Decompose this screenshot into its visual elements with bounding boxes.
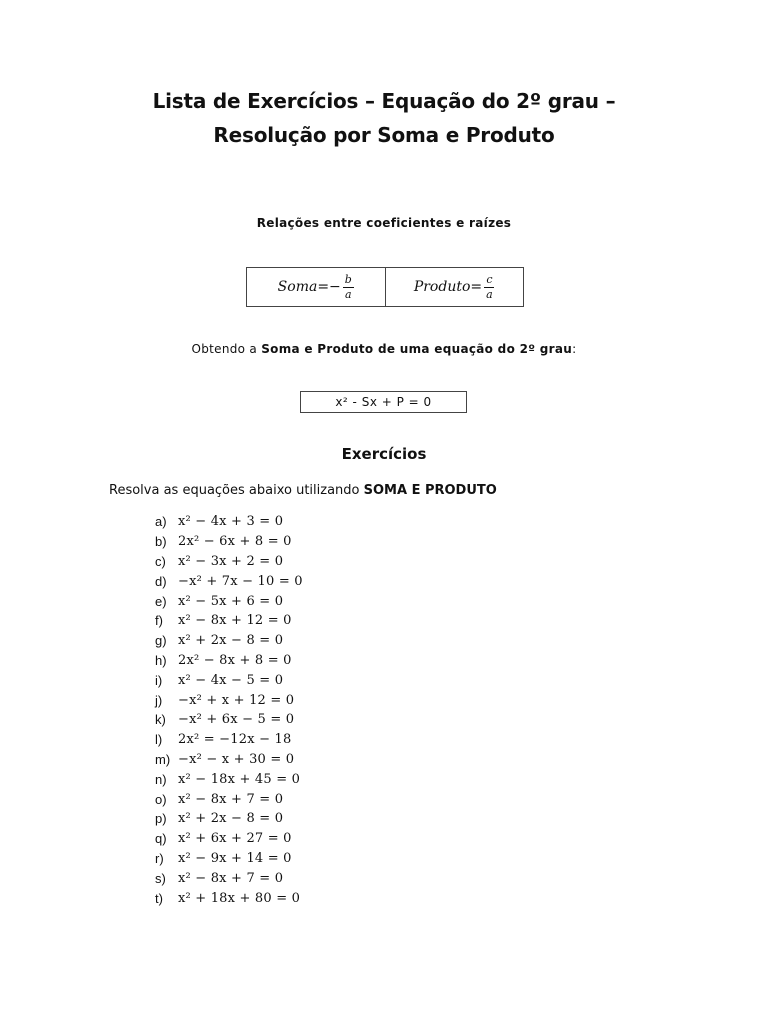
exercise-item xyxy=(155,730,303,750)
exercise-equation: −x² + 6x − 5 = 0 xyxy=(178,712,295,728)
exercise-letter: f) xyxy=(155,613,163,629)
exercise-letter: d) xyxy=(155,573,167,589)
exercise-equation: x² + 6x + 27 = 0 xyxy=(178,831,292,847)
exercise-letter: l) xyxy=(155,732,163,748)
exercises-instruction xyxy=(109,483,497,498)
exercise-equation: −x² + x + 12 = 0 xyxy=(178,692,295,708)
exercise-item xyxy=(155,849,303,869)
obtain-bold: Soma e Produto de uma equação do 2º grau xyxy=(261,342,573,356)
exercise-equation: x² − 3x + 2 = 0 xyxy=(178,553,284,569)
exercise-item xyxy=(155,670,303,690)
exercise-equation: x² + 2x − 8 = 0 xyxy=(178,811,284,827)
exercise-item xyxy=(155,631,303,651)
exercise-item xyxy=(155,611,303,631)
exercise-equation: x² − 4x − 5 = 0 xyxy=(178,672,284,688)
exercise-item xyxy=(155,651,303,671)
document-title-line-2: Resolução por Soma e Produto xyxy=(213,123,555,147)
exercise-letter: j) xyxy=(155,692,163,708)
exercise-letter: o) xyxy=(155,791,167,807)
obtain-suffix: : xyxy=(572,342,577,356)
soma-cell xyxy=(247,268,385,306)
exercise-equation: x² − 18x + 45 = 0 xyxy=(178,771,301,787)
exercise-letter: k) xyxy=(155,712,166,728)
exercise-letter: p) xyxy=(155,811,167,827)
exercise-letter: i) xyxy=(155,672,163,688)
exercise-letter: a) xyxy=(155,514,167,530)
exercise-item xyxy=(155,829,303,849)
exercise-letter: t) xyxy=(155,890,163,906)
exercises-title: Exercícios xyxy=(341,445,427,463)
general-formula-box xyxy=(300,391,467,413)
relations-table xyxy=(246,267,524,307)
exercise-equation: x² + 2x − 8 = 0 xyxy=(178,633,284,649)
exercise-equation: x² − 8x + 7 = 0 xyxy=(178,791,284,807)
relations-heading: Relações entre coeficientes e raízes xyxy=(256,216,512,230)
exercise-letter: q) xyxy=(155,831,167,847)
instruction-bold: SOMA E PRODUTO xyxy=(363,483,497,498)
instruction-text: Resolva as equações abaixo utilizando xyxy=(109,483,364,498)
exercise-equation: x² − 8x + 7 = 0 xyxy=(178,870,284,886)
exercise-item xyxy=(155,750,303,770)
exercise-equation: −x² + 7x − 10 = 0 xyxy=(178,573,303,589)
document-title-line-1: Lista de Exercícios – Equação do 2º grau – xyxy=(152,89,616,113)
exercise-item xyxy=(155,552,303,572)
produto-label: Produto= xyxy=(413,279,483,295)
produto-denominator: a xyxy=(486,287,493,301)
exercise-letter: r) xyxy=(155,850,164,866)
exercise-equation: −x² − x + 30 = 0 xyxy=(178,751,295,767)
exercise-equation: x² − 4x + 3 = 0 xyxy=(178,514,284,530)
soma-label: Soma=− xyxy=(277,279,341,295)
exercise-equation: 2x² − 6x + 8 = 0 xyxy=(178,534,292,550)
soma-denominator: a xyxy=(345,287,352,301)
exercise-equation: 2x² − 8x + 8 = 0 xyxy=(178,652,292,668)
exercise-item xyxy=(155,888,303,908)
exercise-letter: n) xyxy=(155,771,167,787)
exercise-letter: c) xyxy=(155,553,166,569)
exercise-item xyxy=(155,571,303,591)
exercise-item xyxy=(155,690,303,710)
exercise-item xyxy=(155,789,303,809)
exercise-equation: 2x² = −12x − 18 xyxy=(178,732,292,748)
exercise-letter: e) xyxy=(155,593,167,609)
exercise-letter: b) xyxy=(155,534,167,550)
exercise-item xyxy=(155,512,303,532)
exercise-item xyxy=(155,769,303,789)
exercise-item xyxy=(155,710,303,730)
exercise-item xyxy=(155,809,303,829)
general-formula: x² - Sx + P = 0 xyxy=(335,395,432,409)
exercise-item xyxy=(155,532,303,552)
exercise-item xyxy=(155,868,303,888)
exercise-letter: s) xyxy=(155,870,166,886)
exercise-equation: x² − 5x + 6 = 0 xyxy=(178,593,284,609)
exercise-letter: g) xyxy=(155,633,167,649)
exercise-letter: h) xyxy=(155,652,167,668)
obtain-prefix: Obtendo a xyxy=(191,342,258,356)
exercise-item xyxy=(155,591,303,611)
produto-cell xyxy=(385,268,524,306)
obtain-sentence xyxy=(0,342,768,356)
exercise-equation: x² − 9x + 14 = 0 xyxy=(178,850,292,866)
exercise-equation: x² + 18x + 80 = 0 xyxy=(178,890,301,906)
produto-fraction xyxy=(484,273,495,302)
soma-fraction xyxy=(343,273,354,302)
exercise-equation: x² − 8x + 12 = 0 xyxy=(178,613,292,629)
exercise-list xyxy=(155,512,303,908)
soma-numerator: b xyxy=(344,272,352,286)
exercise-letter: m) xyxy=(155,751,171,767)
produto-numerator: c xyxy=(486,272,493,286)
